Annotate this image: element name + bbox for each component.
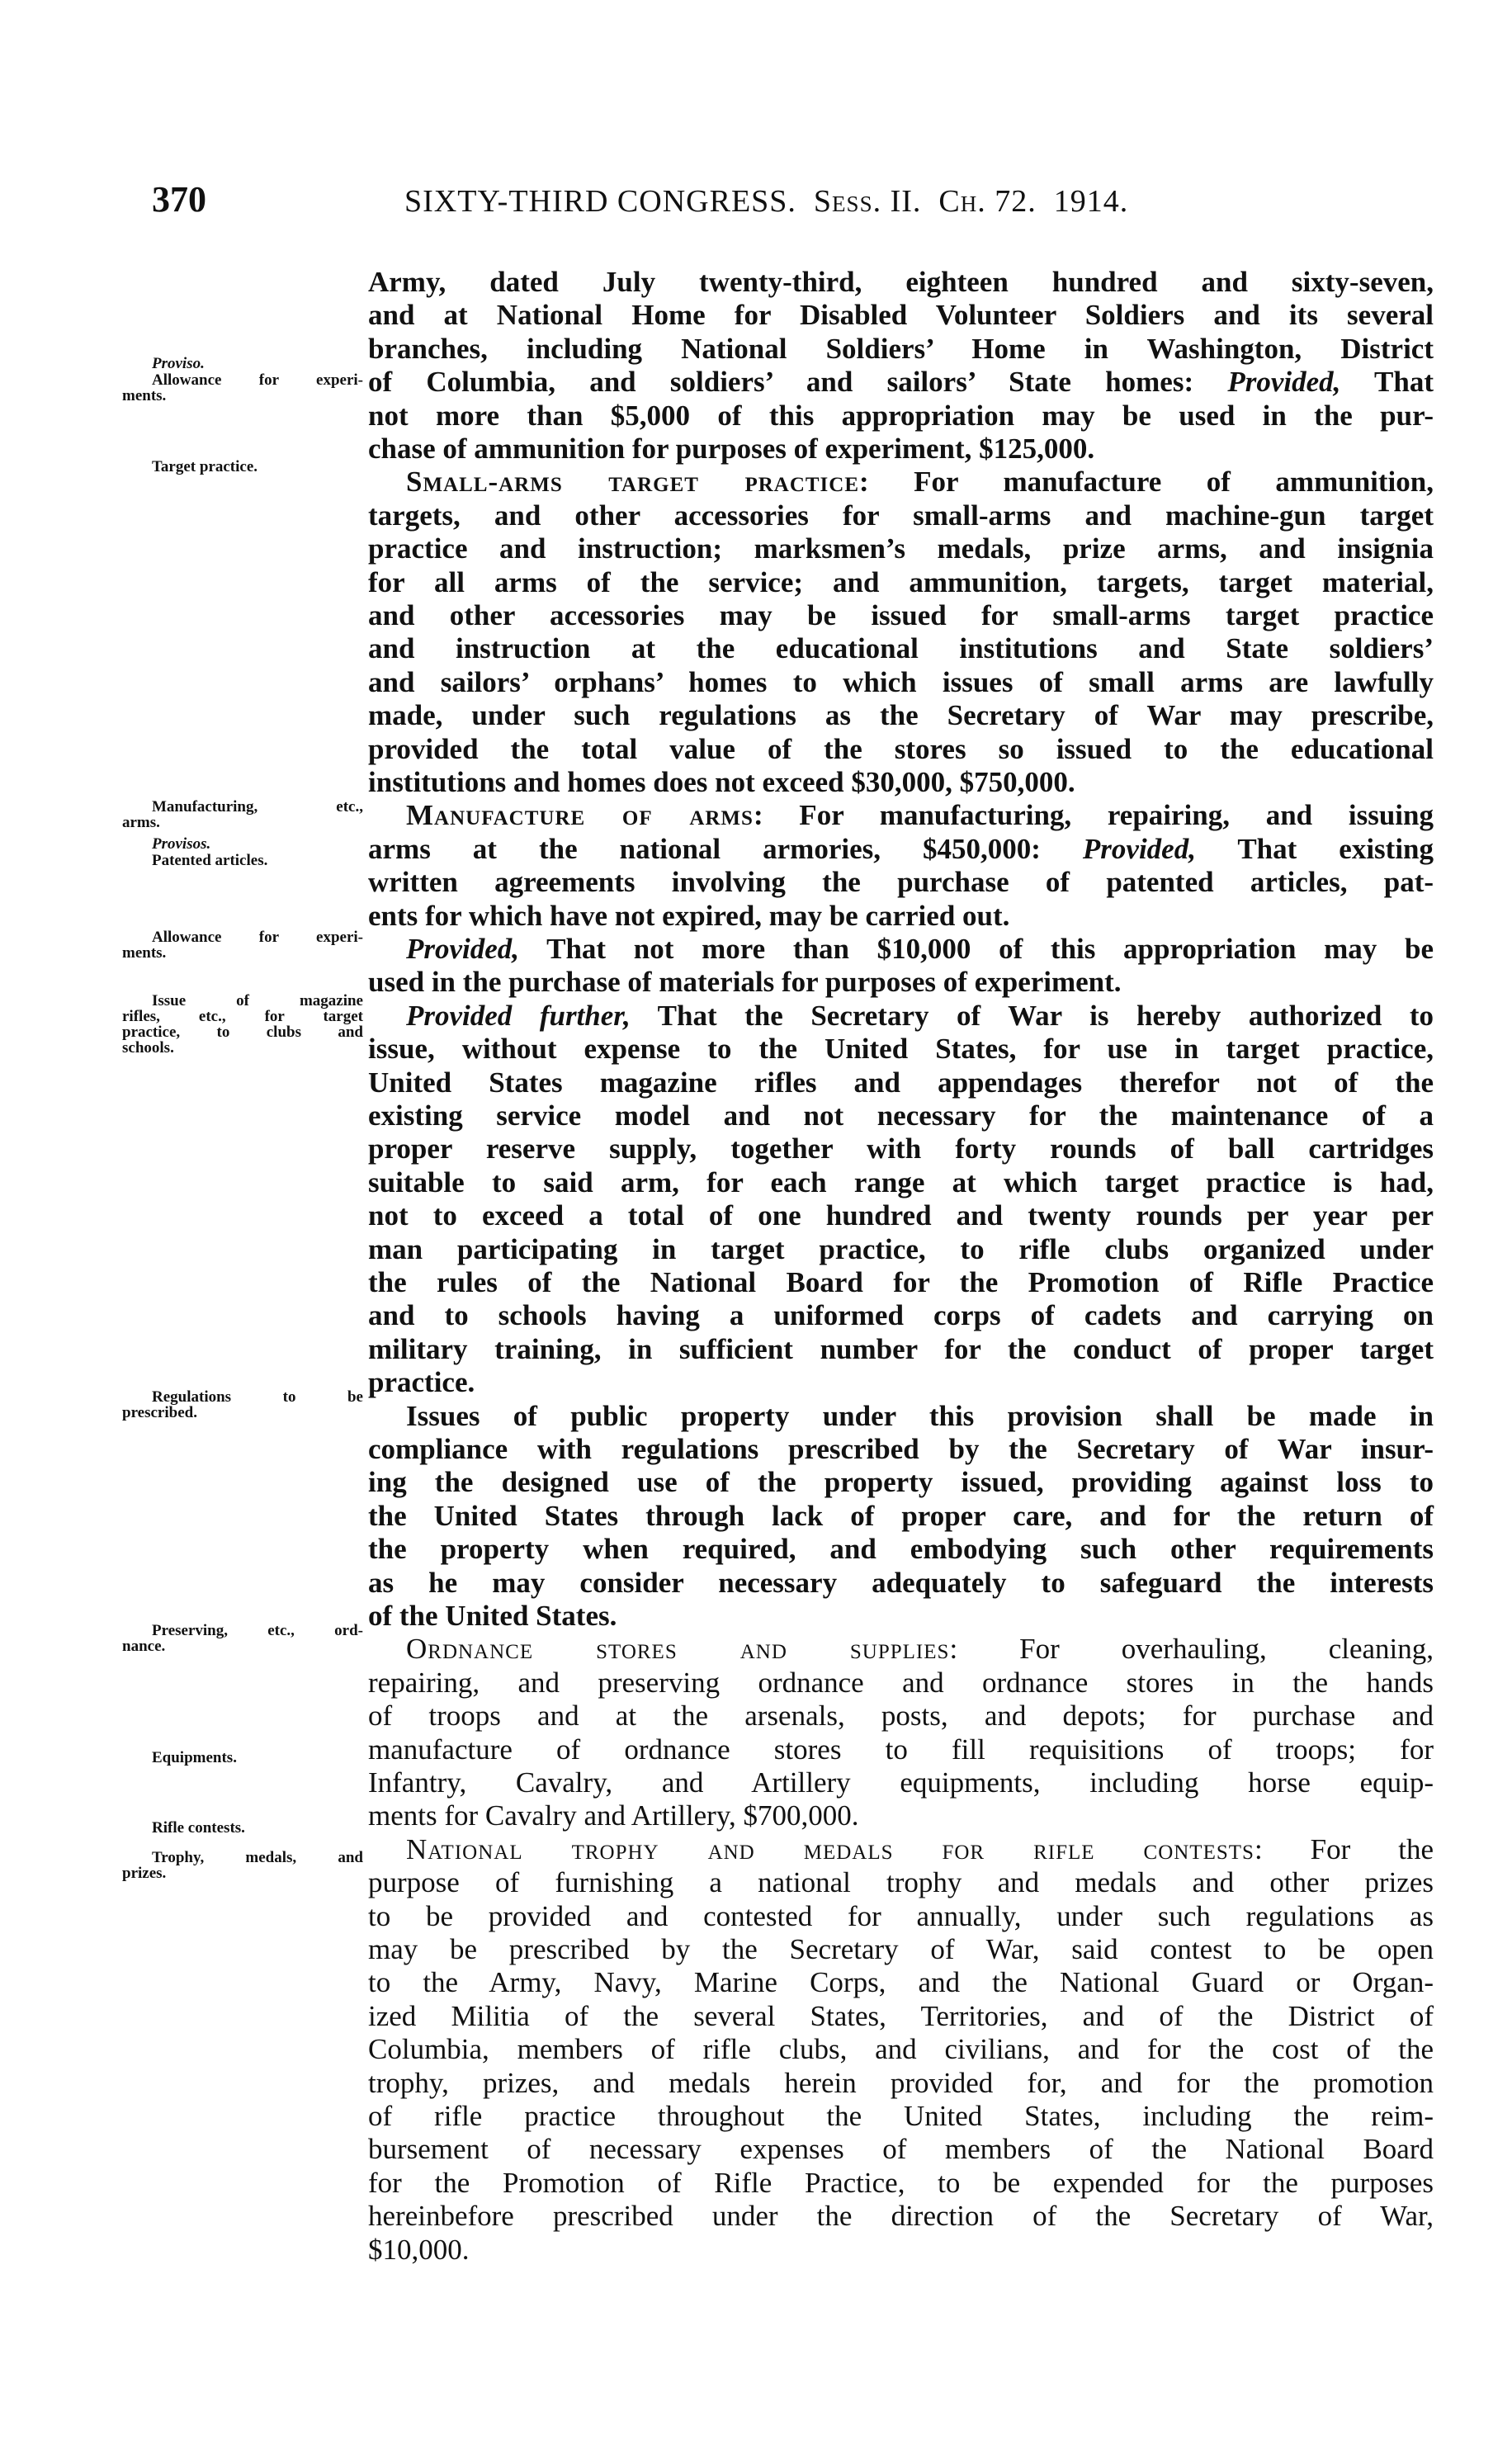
margin-note [122,1750,363,1766]
text-run: ments for Cavalry and Artillery, $700,000. [368,1799,859,1832]
margin-note-line: Equipments. [152,1748,237,1766]
text-run: not more than $5,000 of this appropriation may be used in the pur- [368,399,1434,432]
text-run: military training, in sufficient number for the conduct of proper target [368,1332,1434,1365]
text-run: $10,000. [368,2233,470,2266]
margin-note-line: Regulations to be [152,1388,363,1407]
margin-note-line: Provisos. [152,834,211,853]
text-line [368,1099,1434,1132]
text-run: institutions and homes does not exceed $30,000, $750,000. [368,766,1075,798]
section-heading: National trophy and medals for rifle contests [406,1832,1254,1865]
margin-note [122,1820,363,1836]
text-run: provided the total value of the stores so issued to the educational [368,732,1434,765]
text-run: of rifle practice throughout the United States, including the reim- [368,2100,1434,2132]
running-head-chapter: Ch. 72. [938,184,1037,219]
text-line [368,1333,1434,1366]
text-run: Columbia, members of rifle clubs, and civilians, and for the cost of the [368,2033,1434,2066]
text-line [368,900,1434,933]
text-run: Army, dated July twenty-third, eighteen hundred and sixty-seven, [368,266,1434,298]
text-run: made, under such regulations as the Secretary of War may prescribe, [368,699,1434,732]
page-number: 370 [152,179,206,220]
text-line [368,1199,1434,1232]
margin-note-line: practice, to clubs and [122,1023,363,1041]
text-line [368,733,1434,766]
text-run: That not more than $10,000 of this appropriation may be [519,933,1434,965]
text-line [368,1132,1434,1165]
text-line [368,433,1434,466]
text-line [368,366,1434,399]
running-head-year: 1914. [1053,184,1129,219]
margin-note [122,799,363,830]
margin-note-line: schools. [122,1038,174,1057]
text-line [368,1299,1434,1332]
text-line [368,299,1434,332]
text-run: Issues of public property under this provision shall be made in [406,1399,1434,1432]
running-head-congress: SIXTY-THIRD CONGRESS. [404,184,796,219]
text-line [368,1066,1434,1099]
text-line [406,1833,1434,1866]
margin-note-line: Issue of magazine [152,991,363,1009]
text-line [406,1400,1434,1433]
text-line [368,1433,1434,1466]
text-line [368,1600,1434,1633]
margin-note-line: Allowance for experi- [152,371,363,390]
text-line [406,1000,1434,1033]
text-run: That existing [1195,832,1434,865]
margin-note-line: Manufacturing, etc., [152,798,363,816]
text-run: That [1340,366,1434,399]
text-run: purpose of furnishing a national trophy and medals and other prizes [368,1866,1434,1899]
text-run: manufacture of ordnance stores to fill requisitions of troops; for [368,1733,1434,1766]
text-run: and to schools having a uniformed corps of cadets and carrying on [368,1299,1434,1332]
text-run: man participating in target practice, to rifle clubs organized under [368,1232,1434,1265]
text-run: for the Promotion of Rifle Practice, to be expended for the purposes [368,2166,1434,2199]
text-line [368,1866,1434,1899]
text-line [368,1533,1434,1566]
text-run: and instruction at the educational institutions and State soldiers’ [368,632,1434,665]
text-line [368,1366,1434,1399]
text-run: of troops and at the arsenals, posts, and depots; for purchase and [368,1700,1434,1733]
running-head [404,183,1128,220]
italic-run: Provided, [406,933,520,965]
text-line [406,1633,1434,1666]
text-line [368,1900,1434,1933]
text-line [368,1466,1434,1499]
text-line [368,1233,1434,1266]
text-run: existing service model and not necessary for the maintenance of a [368,1099,1434,1132]
margin-note-line: Proviso. [152,355,205,373]
text-line [406,799,1434,832]
text-run: hereinbefore prescribed under the direction of the Secretary of War, [368,2200,1434,2233]
margin-note [122,1623,363,1654]
text-line [368,666,1434,699]
text-run: compliance with regulations prescribed by the Secretary of War insur- [368,1433,1434,1465]
text-run: : For manufacture of ammunition, [859,466,1434,499]
text-run: ized Militia of the several States, Territories, and of the District of [368,1999,1434,2032]
margin-note-line: ments. [122,943,167,962]
margin-note-line: Allowance for experi- [152,928,363,946]
text-run: targets, and other accessories for small-arms and machine-gun target [368,499,1434,532]
text-line [368,766,1434,799]
text-run: arms at the national armories, $450,000: [368,832,1083,865]
margin-note [122,836,363,852]
text-run: Infantry, Cavalry, and Artillery equipments, including horse equip- [368,1766,1434,1799]
text-run: bursement of necessary expenses of members of the National Board [368,2133,1434,2166]
text-line [368,2133,1434,2166]
text-run: branches, including National Soldiers’ Home in Washington, District [368,332,1434,365]
margin-note [122,1389,363,1421]
italic-run: Provided, [1082,832,1196,865]
margin-note [122,356,363,371]
text-line [368,1567,1434,1600]
text-line [368,1766,1434,1799]
text-run: of Columbia, and soldiers’ and sailors’ State homes: [368,366,1228,399]
text-run: for all arms of the service; and ammunition, targets, target material, [368,565,1434,598]
text-line [368,866,1434,899]
text-run: ing the designed use of the property issued, providing against loss to [368,1466,1434,1499]
margin-note-line: Target practice. [152,458,258,476]
text-line [368,2100,1434,2133]
margin-note-line: Trophy, medals, and [152,1848,363,1866]
margin-note [122,372,363,404]
text-line [368,1733,1434,1766]
text-line [368,1166,1434,1199]
text-run: may be prescribed by the Secretary of War, said contest to be open [368,1933,1434,1965]
text-run: United States magazine rifles and appendages therefor not of the [368,1066,1434,1099]
margin-note-line: Preserving, etc., ord- [152,1622,363,1640]
text-line [368,1033,1434,1066]
margin-note [122,853,363,868]
text-line [368,833,1434,866]
text-line [368,566,1434,599]
text-run: : For overhauling, cleaning, [949,1633,1434,1666]
text-run: practice. [368,1366,475,1399]
text-line [368,1266,1434,1299]
text-run: as he may consider necessary adequately to safeguard the interests [368,1566,1434,1599]
section-heading: Manufacture of arms [406,799,754,832]
text-run: ents for which have not expired, may be carried out. [368,899,1010,932]
text-line [368,499,1434,532]
text-line [368,1966,1434,1999]
margin-note-line: ments. [122,387,167,405]
margin-note-line: prizes. [122,1864,167,1882]
text-run: proper reserve supply, together with forty rounds of ball cartridges [368,1132,1434,1165]
margin-note-line: arms. [122,814,160,832]
text-run: the property when required, and embodying such other requirements [368,1533,1434,1566]
text-run: and at National Home for Disabled Volunteer Soldiers and its several [368,299,1434,332]
text-run: issue, without expense to the United States, for use in target practice, [368,1033,1434,1066]
text-line [368,2200,1434,2233]
text-line [368,399,1434,433]
text-line [368,2234,1434,2267]
text-line [406,933,1434,966]
text-line [368,1799,1434,1832]
text-run: to be provided and contested for annually, under such regulations as [368,1899,1434,1932]
text-line [368,2033,1434,2066]
margin-note-line: rifles, etc., for target [122,1007,363,1025]
text-run: That the Secretary of War is hereby authorized to [630,999,1434,1032]
text-line [406,466,1434,499]
margin-note [122,1850,363,1881]
text-line [368,699,1434,732]
text-line [368,1500,1434,1533]
italic-run: Provided further, [406,999,631,1032]
section-heading: Small-arms target practice [406,466,860,499]
text-run: chase of ammunition for purposes of experiment, $125,000. [368,433,1095,465]
text-run: used in the purchase of materials for purposes of experiment. [368,966,1122,999]
text-run: practice and instruction; marksmen’s medals, prize arms, and insignia [368,532,1434,565]
margin-note [122,929,363,961]
text-line [368,1667,1434,1700]
text-line [368,333,1434,366]
margin-note-line: prescribed. [122,1404,197,1422]
text-run: not to exceed a total of one hundred and twenty rounds per year per [368,1199,1434,1232]
text-run: written agreements involving the purchase of patented articles, pat- [368,866,1434,899]
text-run: : For manufacturing, repairing, and issuing [753,799,1434,832]
text-line [368,1700,1434,1733]
margin-note-line: nance. [122,1638,166,1656]
text-line [368,599,1434,632]
text-line [368,2000,1434,2033]
text-run: repairing, and preserving ordnance and ordnance stores in the hands [368,1666,1434,1699]
margin-note-line: Patented articles. [152,852,268,869]
text-run: the United States through lack of proper care, and for the return of [368,1499,1434,1532]
text-line [368,2167,1434,2200]
running-head-session: Sess. II. [813,184,922,219]
text-run: the rules of the National Board for the Promotion of Rifle Practice [368,1266,1434,1298]
text-line [368,2067,1434,2100]
text-run: : For the [1254,1832,1434,1865]
margin-note [122,993,363,1056]
margin-note-line: Rifle contests. [152,1818,245,1837]
text-line [368,966,1434,999]
text-line [368,1933,1434,1966]
text-line [368,632,1434,665]
text-run: of the United States. [368,1600,617,1632]
text-run: and other accessories may be issued for small-arms target practice [368,599,1434,631]
italic-run: Provided, [1227,366,1341,399]
text-run: suitable to said arm, for each range at which target practice is had, [368,1165,1434,1198]
section-heading: Ordnance stores and supplies [406,1633,950,1666]
text-run: trophy, prizes, and medals herein provided for, and for the promotion [368,2066,1434,2099]
margin-note [122,459,363,475]
text-line [368,532,1434,565]
text-run: to the Army, Navy, Marine Corps, and the National Guard or Organ- [368,1966,1434,1999]
text-line [368,266,1434,299]
text-run: and sailors’ orphans’ homes to which issues of small arms are lawfully [368,665,1434,698]
